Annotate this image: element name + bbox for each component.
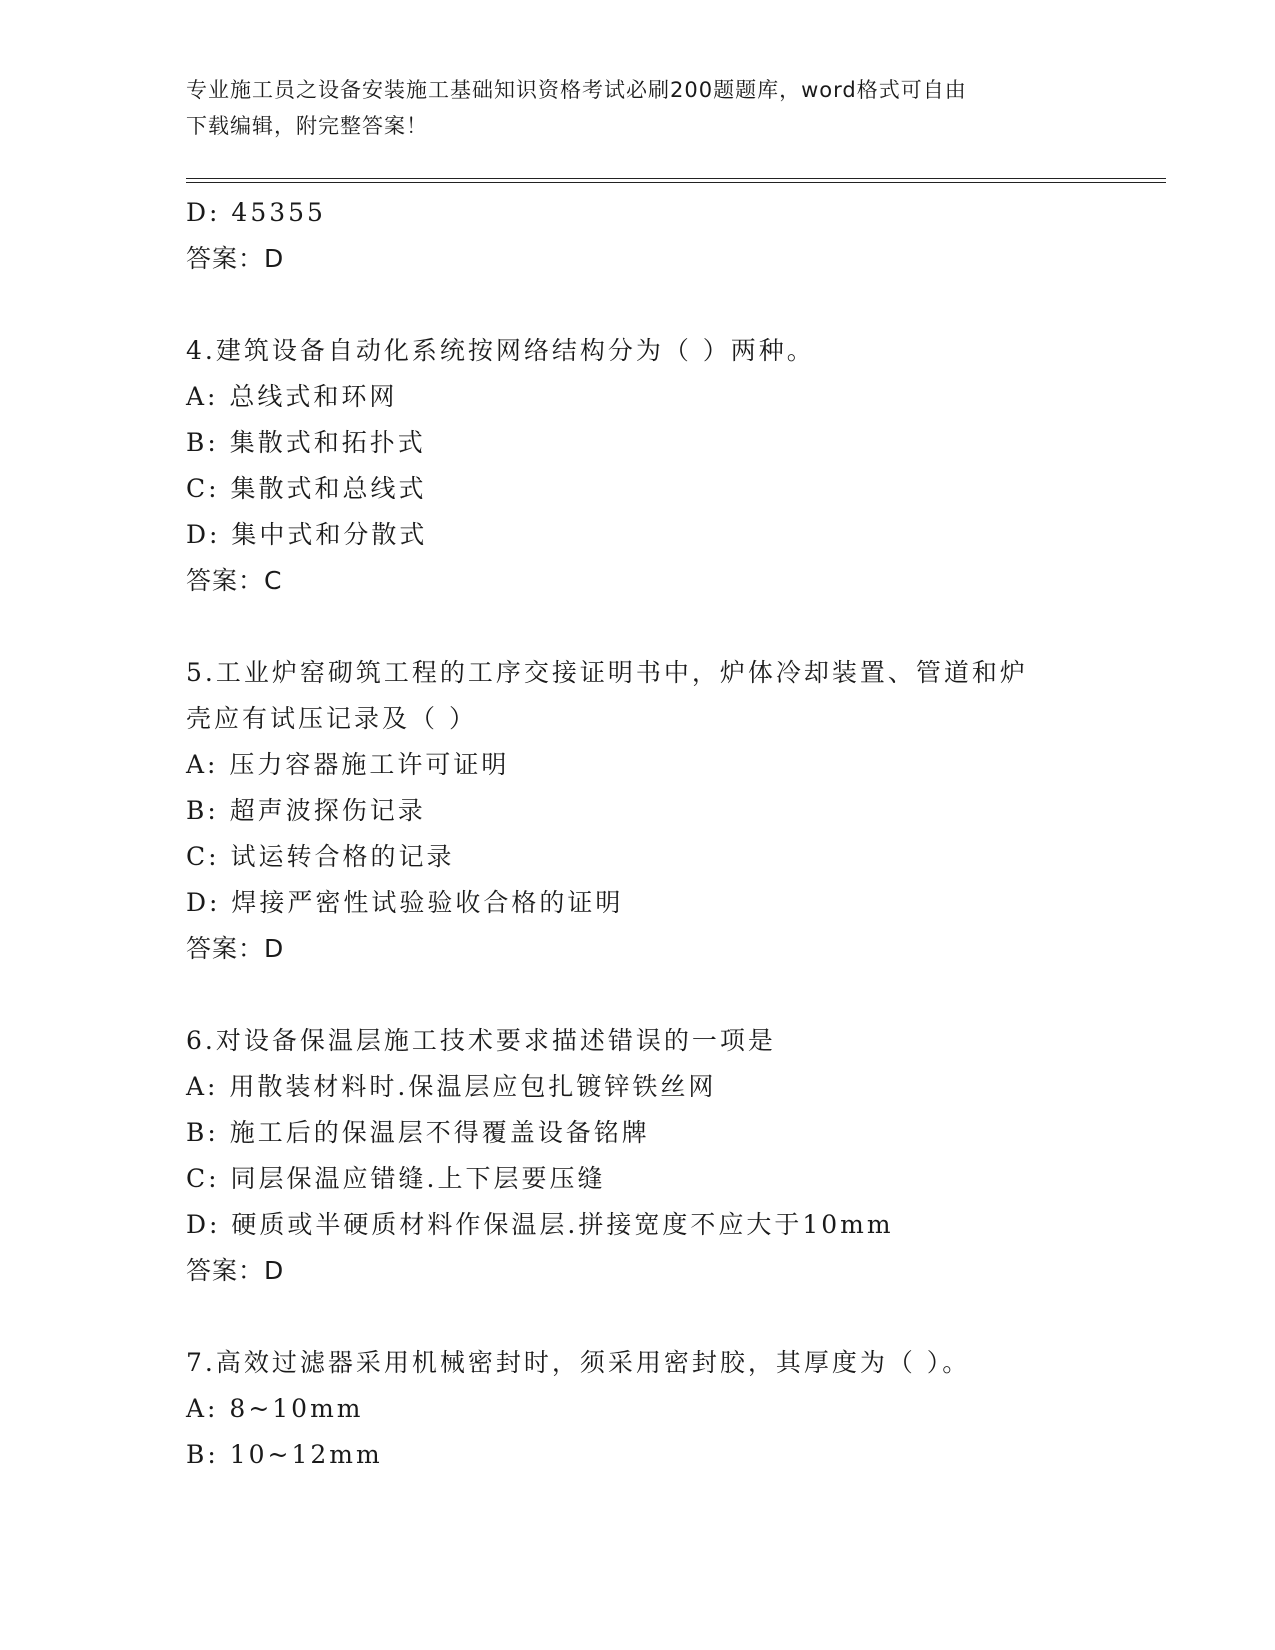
spacer: [186, 604, 1166, 650]
prev-answer: 答案：D: [186, 244, 285, 273]
option-d: D: 集中式和分散式: [186, 520, 428, 549]
option-a: A: 总线式和环网: [186, 382, 398, 411]
answer: 答案：D: [186, 1256, 285, 1285]
option-c: C: 试运转合格的记录: [186, 842, 455, 871]
option-a: A: 8~10mm: [186, 1394, 364, 1423]
question-stem: 5.工业炉窑砌筑工程的工序交接证明书中，炉体冷却装置、管道和炉: [186, 658, 1028, 687]
header-title-line-2: 下载编辑，附完整答案！: [186, 114, 428, 138]
question-4: [186, 328, 1166, 604]
option-c: C: 同层保温应错缝.上下层要压缝: [186, 1164, 606, 1193]
question-5: [186, 650, 1166, 972]
question-content: [186, 190, 1166, 1478]
option-b: B: 10~12mm: [186, 1440, 383, 1469]
option-c: C: 集散式和总线式: [186, 474, 427, 503]
option-b: B: 施工后的保温层不得覆盖设备铭牌: [186, 1118, 650, 1147]
spacer: [186, 282, 1166, 328]
option-b: B: 集散式和拓扑式: [186, 428, 426, 457]
question-stem: 7.高效过滤器采用机械密封时，须采用密封胶，其厚度为（ ）。: [186, 1348, 971, 1377]
option-d: D: 硬质或半硬质材料作保温层.拼接宽度不应大于10mm: [186, 1210, 894, 1239]
question-stem: 4.建筑设备自动化系统按网络结构分为（ ）两种。: [186, 336, 815, 365]
question-7: [186, 1340, 1166, 1478]
option-b: B: 超声波探伤记录: [186, 796, 426, 825]
header-divider: [186, 178, 1166, 183]
answer: 答案：C: [186, 566, 283, 595]
header-title-line-1: 专业施工员之设备安装施工基础知识资格考试必刷200题题库，word格式可自由: [186, 78, 967, 102]
spacer: [186, 972, 1166, 1018]
option-a: A: 压力容器施工许可证明: [186, 750, 510, 779]
question-stem-continued: 壳应有试压记录及（ ）: [186, 704, 477, 733]
prev-option-d: D: 45355: [186, 198, 326, 227]
spacer: [186, 1294, 1166, 1340]
option-d: D: 焊接严密性试验验收合格的证明: [186, 888, 624, 917]
question-6: [186, 1018, 1166, 1294]
document-header: [186, 72, 1066, 144]
option-a: A: 用散装材料时.保温层应包扎镀锌铁丝网: [186, 1072, 717, 1101]
question-stem: 6.对设备保温层施工技术要求描述错误的一项是: [186, 1026, 776, 1055]
answer: 答案：D: [186, 934, 285, 963]
